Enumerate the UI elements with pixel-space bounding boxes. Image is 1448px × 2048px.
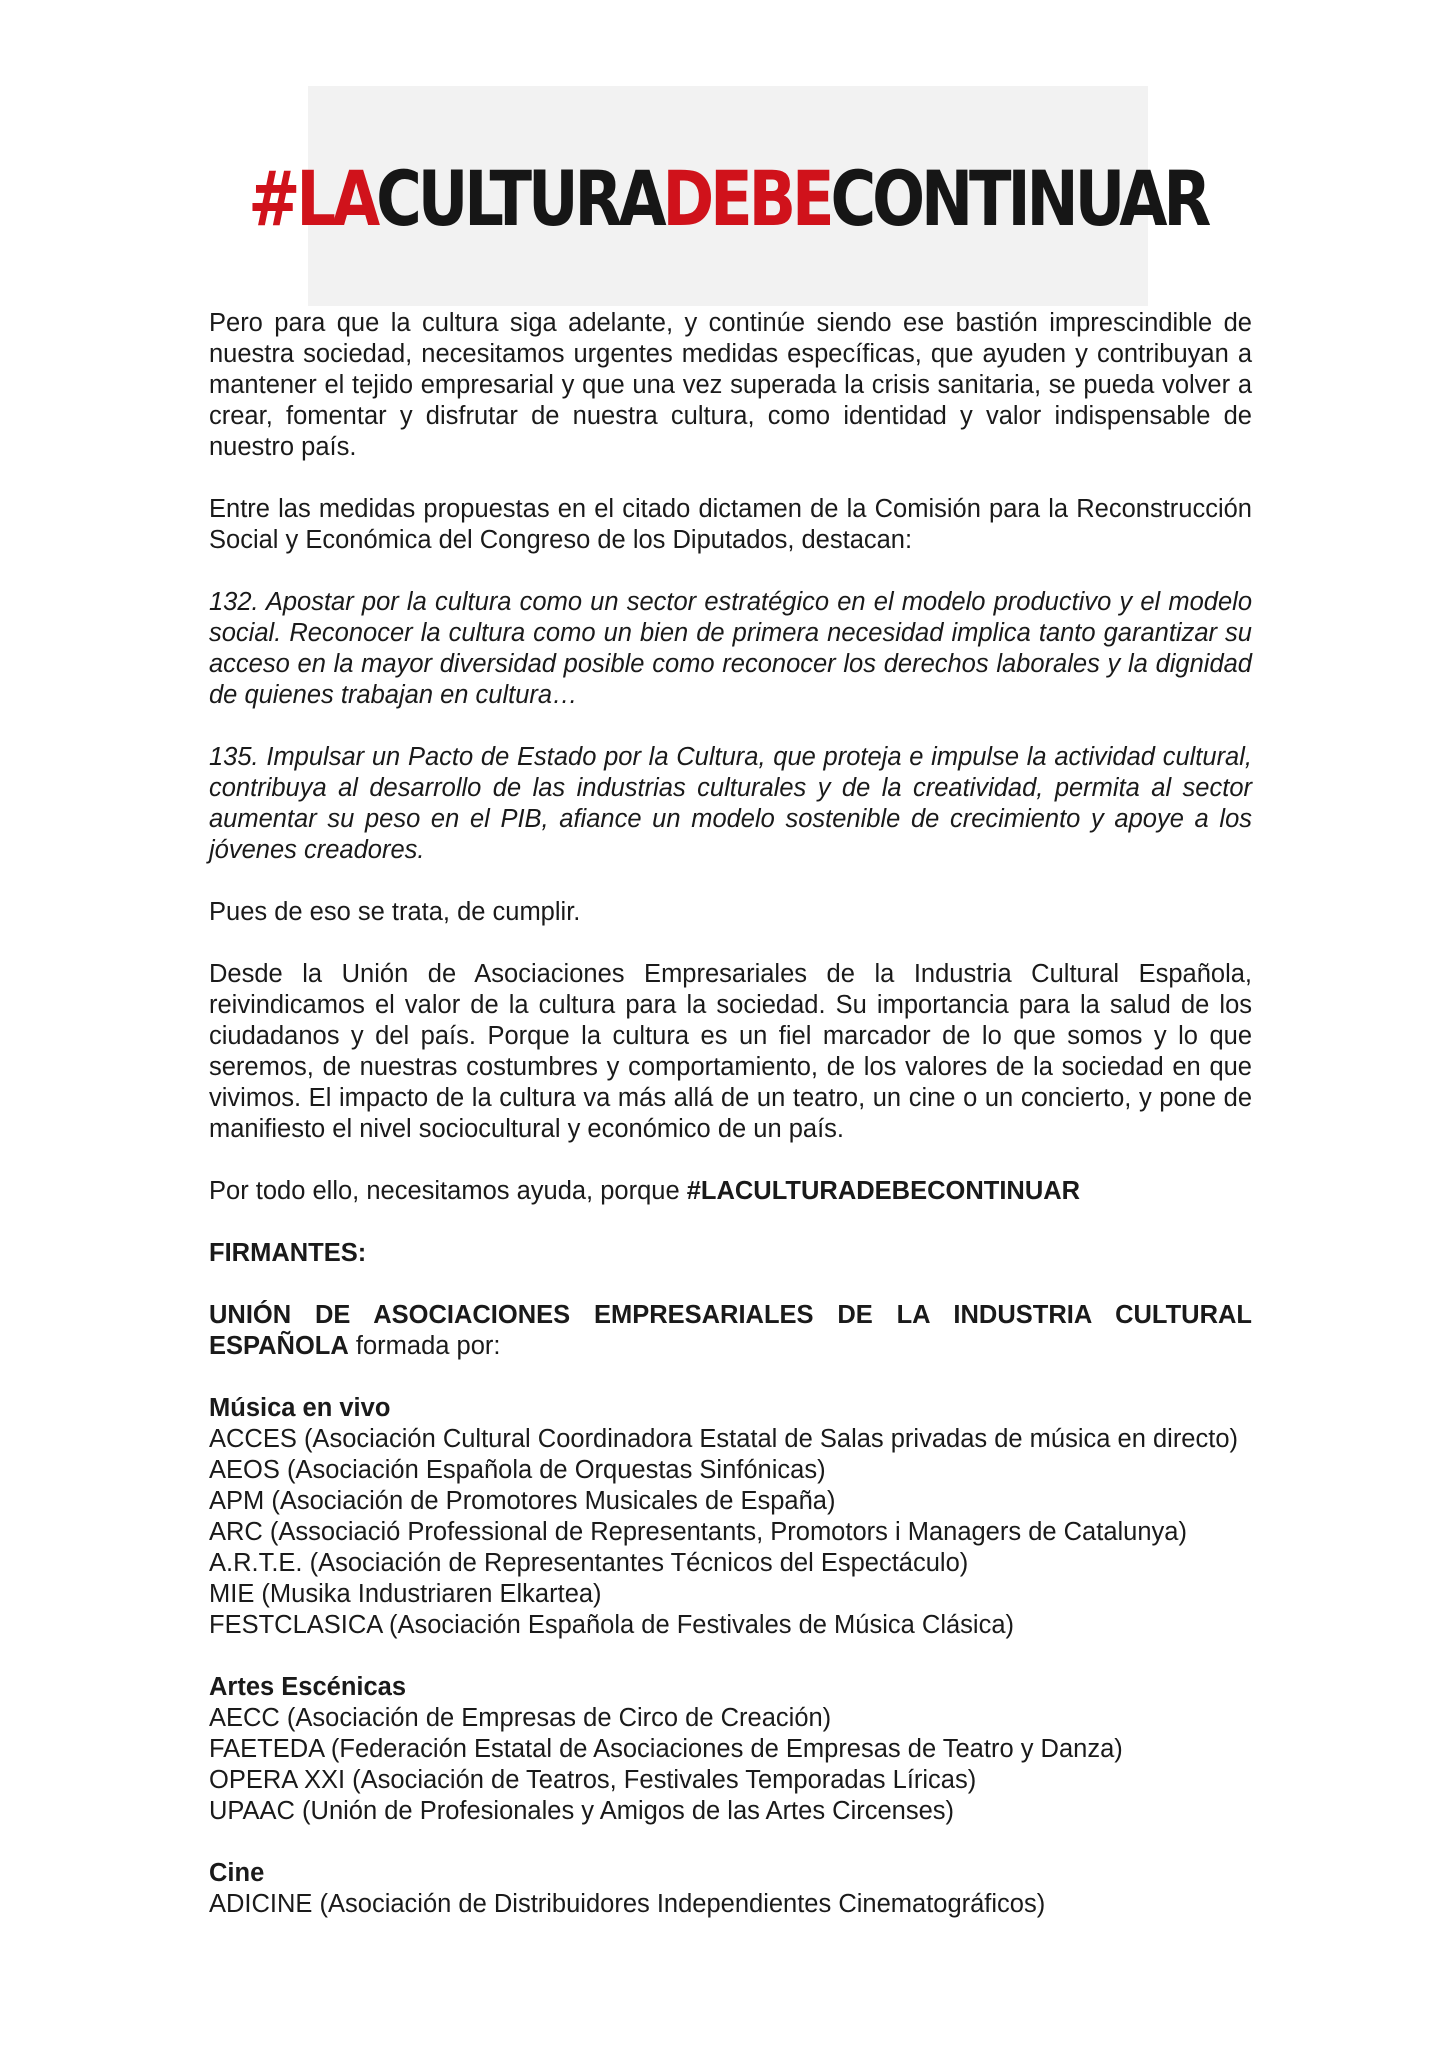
section-cine — [209, 1858, 1252, 1920]
member-item: ACCES (Asociación Cultural Coordinadora Estatal de Salas privadas de música en directo) — [209, 1425, 1239, 1453]
logo-part-continuar: CONTINUAR — [830, 154, 1208, 243]
union-formed-by: formada por: — [348, 1332, 501, 1360]
member-item: UPAAC (Unión de Profesionales y Amigos de las Artes Circenses) — [209, 1797, 955, 1825]
section-title-cine: Cine — [209, 1859, 265, 1887]
member-item: A.R.T.E. (Asociación de Representantes Técnicos del Espectáculo) — [209, 1549, 969, 1577]
member-item: OPERA XXI (Asociación de Teatros, Festivales Temporadas Líricas) — [209, 1766, 977, 1794]
member-item: APM (Asociación de Promotores Musicales de España) — [209, 1487, 836, 1515]
closing-text: Por todo ello, necesitamos ayuda, porque — [209, 1177, 687, 1205]
paragraph-cumplir: Pues de eso se trata, de cumplir. — [209, 898, 581, 926]
logo-part-cultura: CULTURA — [376, 154, 663, 243]
member-item: AECC (Asociación de Empresas de Circo de Creación) — [209, 1704, 832, 1732]
logo-part-la: #LA — [248, 154, 377, 243]
member-item: FESTCLASICA (Asociación Española de Festivales de Música Clásica) — [209, 1611, 1015, 1639]
paragraph-union: Desde la Unión de Asociaciones Empresariales de la Industria Cultural Española, reivindicamos el valor de la cultura para la sociedad. Su importancia para la salud de los ciudadanos y del país. Porque la cultura es un fiel marcador de lo que somos y lo que seremos, de nuestras costumbres y comportamiento, de los valores de la sociedad en que vivimos. El impacto de la cultura va más allá de un teatro, un cine o un concierto, y pone de manifiesto el nivel sociocultural y económico de un país. — [209, 960, 1252, 1143]
quote-measure-135: 135. Impulsar un Pacto de Estado por la Cultura, que proteja e impulse la actividad cultural, contribuya al desarrollo de las industrias culturales y de la creatividad, permita al sector aumentar su peso en el PIB, afiance un modelo sostenible de crecimiento y apoye a los jóvenes creadores. — [209, 743, 1252, 864]
paragraph-measures: Entre las medidas propuestas en el citado dictamen de la Comisión para la Reconstrucción Social y Económica del Congreso de los Diputados, destacan: — [209, 495, 1252, 554]
section-artes-escenicas — [209, 1672, 1252, 1827]
member-item: ADICINE (Asociación de Distribuidores Independientes Cinematográficos) — [209, 1890, 1046, 1918]
member-item: MIE (Musika Industriaren Elkartea) — [209, 1580, 602, 1608]
logo-part-debe: DEBE — [662, 154, 831, 243]
member-item: AEOS (Asociación Española de Orquestas Sinfónicas) — [209, 1456, 826, 1484]
section-title-musica: Música en vivo — [209, 1394, 391, 1422]
paragraph-intro: Pero para que la cultura siga adelante, y continúe siendo ese bastión imprescindible de nuestra sociedad, necesitamos urgentes medidas específicas, que ayuden y contribuyan a mantener el tejido empresarial y que una vez superada la crisis sanitaria, se pueda volver a crear, fomentar y disfrutar de nuestra cultura, como identidad y valor indispensable de nuestro país. — [209, 309, 1252, 461]
member-item: FAETEDA (Federación Estatal de Asociaciones de Empresas de Teatro y Danza) — [209, 1735, 1123, 1763]
section-musica-en-vivo — [209, 1393, 1252, 1641]
campaign-hashtag-logo — [248, 154, 1208, 243]
quote-measure-132: 132. Apostar por la cultura como un sector estratégico en el modelo productivo y el modelo social. Reconocer la cultura como un bien de primera necesidad implica tanto garantizar su acceso en la mayor diversidad posible como reconocer los derechos laborales y la dignidad de quienes trabajan en cultura… — [209, 588, 1252, 709]
union-name: UNIÓN DE ASOCIACIONES EMPRESARIALES DE LA INDUSTRIA CULTURAL ESPAÑOLA — [209, 1301, 1252, 1360]
document-body — [209, 308, 1252, 1951]
campaign-banner — [248, 86, 1208, 306]
firmantes-heading: FIRMANTES: — [209, 1239, 367, 1267]
closing-hashtag: #LACULTURADEBECONTINUAR — [686, 1177, 1081, 1205]
union-statement — [209, 1300, 1252, 1362]
member-item: ARC (Associació Professional de Representants, Promotors i Managers de Catalunya) — [209, 1518, 1187, 1546]
section-title-artes: Artes Escénicas — [209, 1673, 407, 1701]
paragraph-closing — [209, 1176, 1252, 1207]
